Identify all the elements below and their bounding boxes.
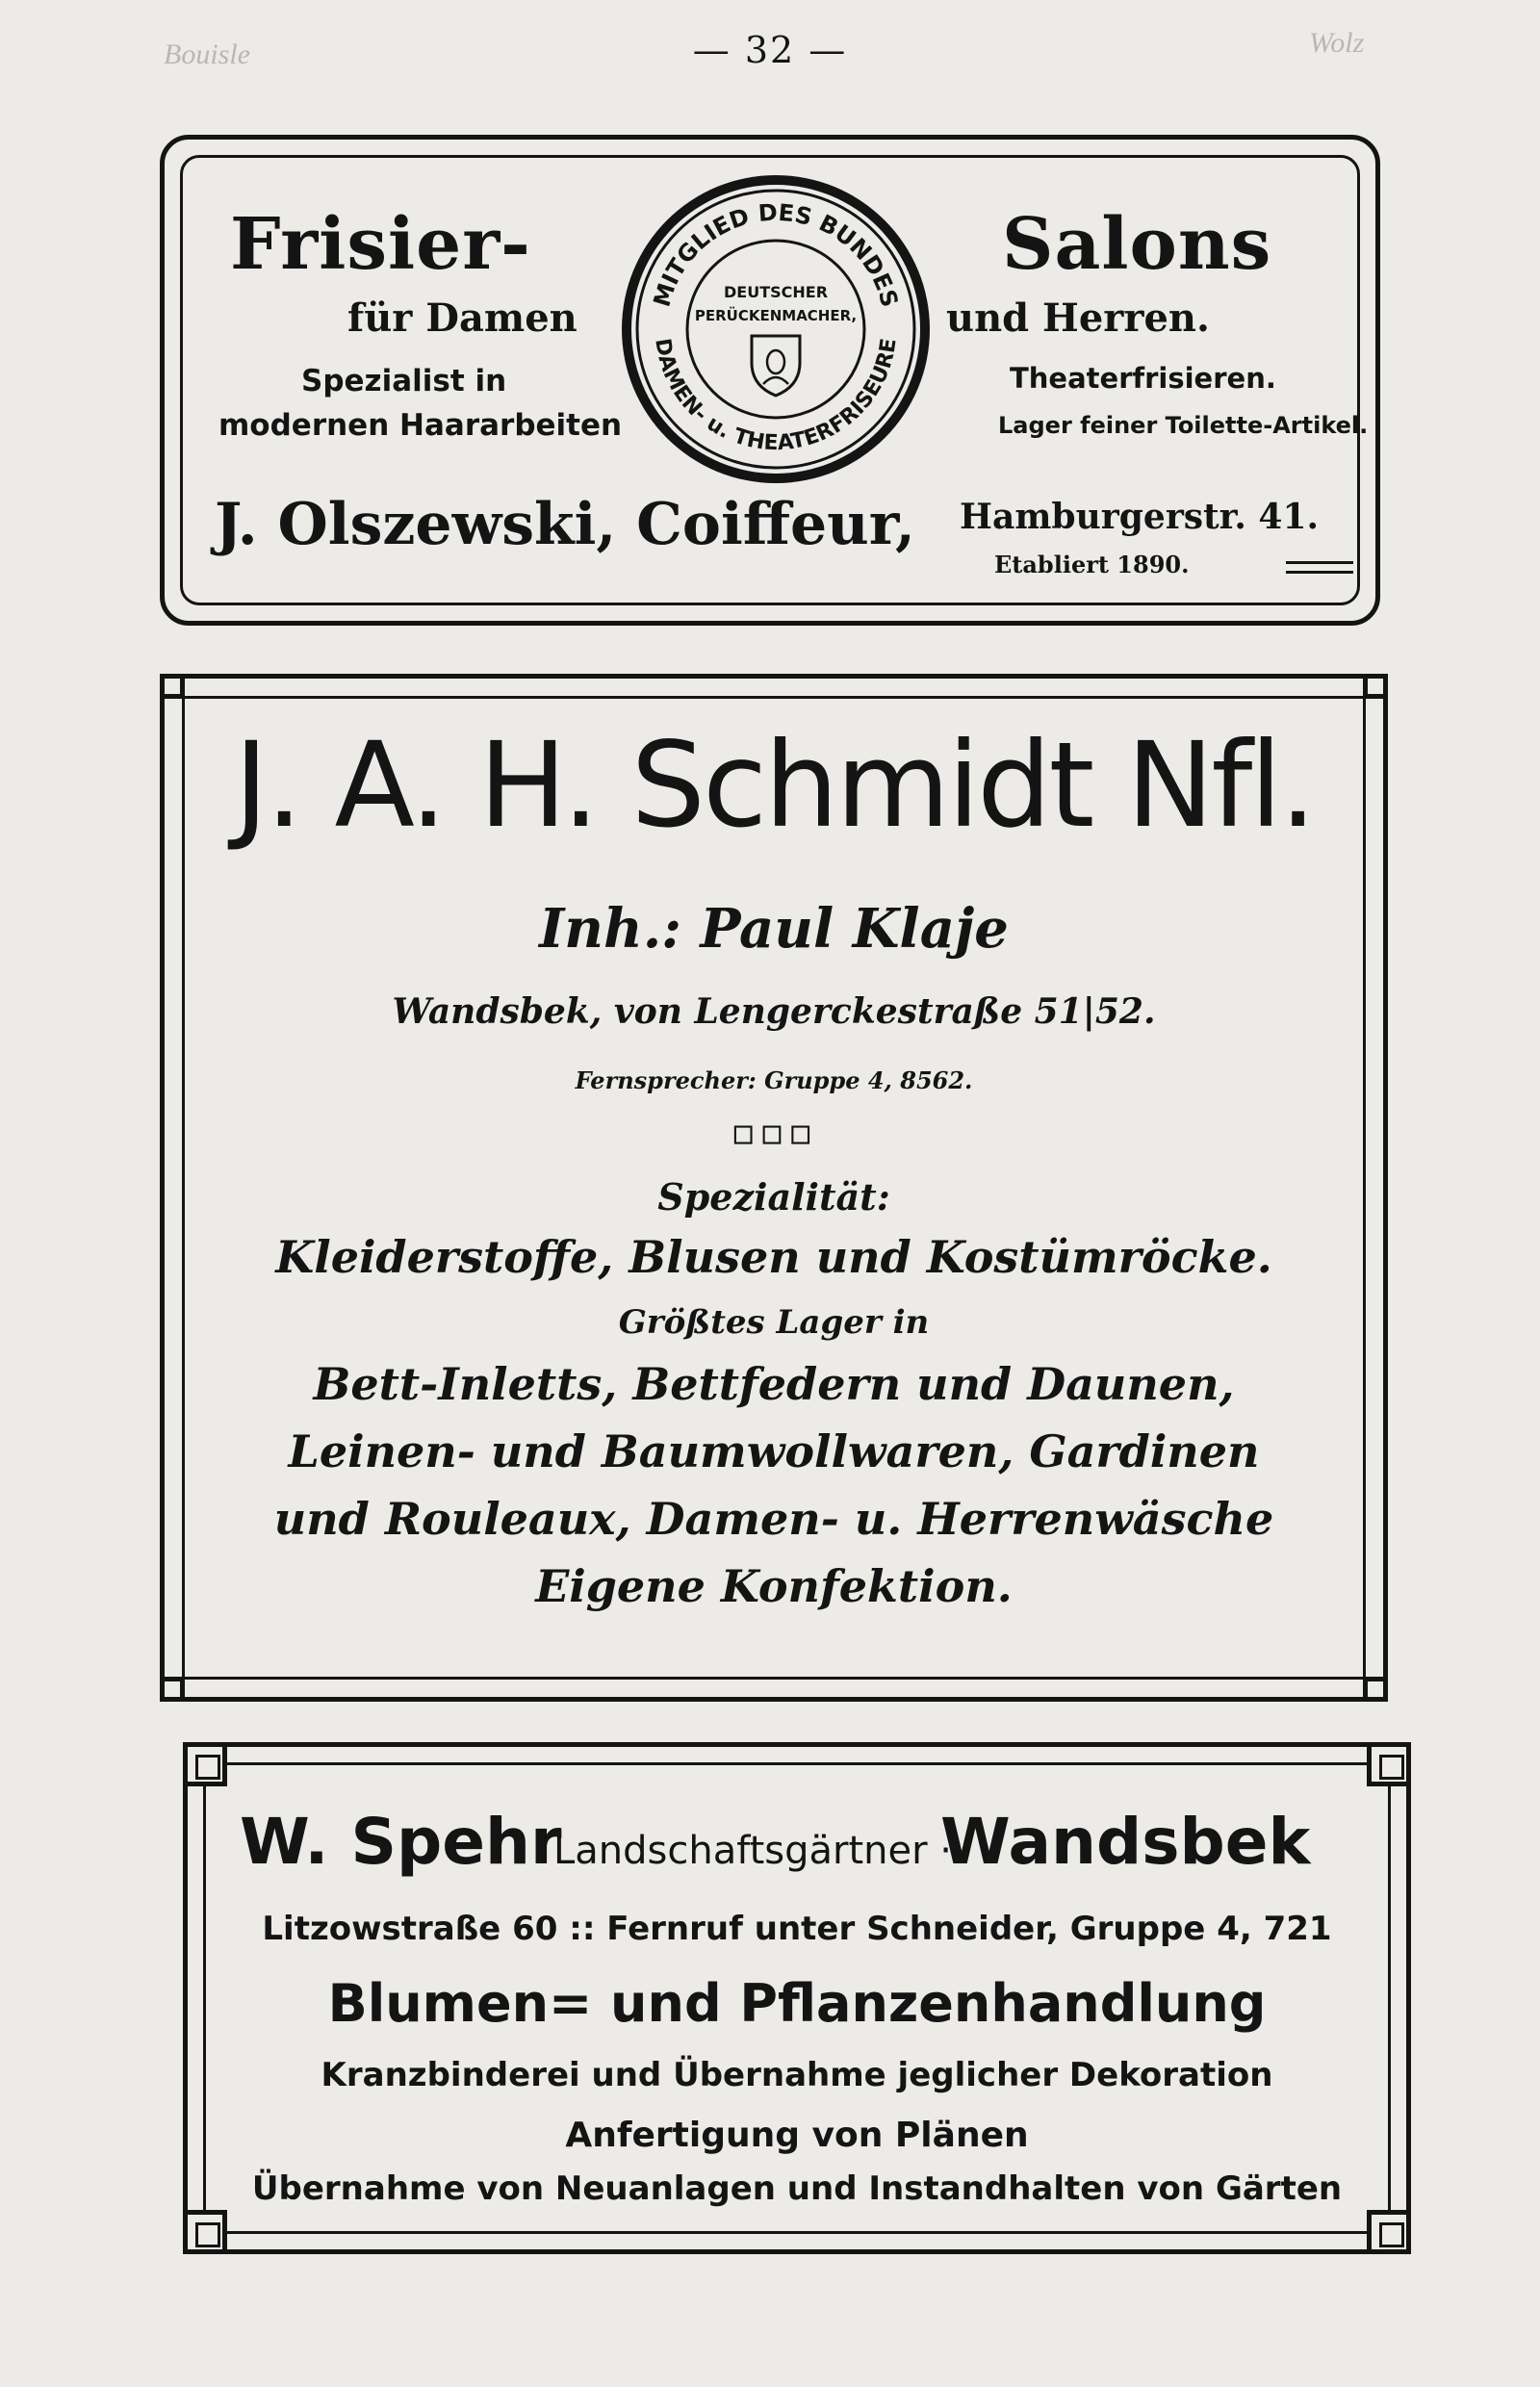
specialist-text: Spezialist in [301,364,507,398]
service-line-3: Übernahme von Neuanlagen und Instandhalten von Gärten [251,2169,1343,2208]
gardener-name: W. Spehr [240,1805,562,1879]
seal-center-line-2: PERÜCKENMACHER, [694,307,858,324]
coiffeur-name: J. Olszewski, Coiffeur, [215,491,915,558]
for-men-text: und Herren. [946,295,1210,341]
address-line: Litzowstraße 60 :: Fernruf unter Schneider, Gruppe 4, 721 [262,1910,1332,1948]
shop-heading: Blumen= und Pflanzenhandlung [327,1973,1267,2034]
show-through-text-left: Bouisle [164,38,250,70]
rule-line [1286,571,1353,574]
largest-stock-label: Größtes Lager in [618,1303,930,1342]
established-text: Etabliert 1890. [994,551,1190,578]
schmidt-advertisement [160,674,1388,1702]
owner-line: Inh.: Paul Klaje [539,897,1009,961]
theater-text: Theaterfrisieren. [1010,362,1276,395]
corner-ornament [1367,2210,1411,2254]
spehr-advertisement [183,1742,1411,2254]
goods-line-1: Bett-Inletts, Bettfedern und Daunen, [313,1358,1235,1410]
corner-ornament [160,1677,185,1702]
street-address: Hamburgerstr. 41. [960,497,1320,537]
corner-ornament [1363,674,1388,699]
hair-work-text: modernen Haararbeiten [218,408,623,443]
goods-line-3: und Rouleaux, Damen- u. Herrenwäsche [273,1493,1274,1545]
frisier-word: Frisier- [230,203,531,286]
coiffeur-advertisement [160,135,1380,626]
corner-ornament [183,2210,227,2254]
salons-word: Salons [1002,203,1272,286]
telephone-line: Fernsprecher: Gruppe 4, 8562. [575,1066,973,1094]
show-through-text-right: Wolz [1309,27,1365,59]
goods-line-2: Leinen- und Baumwollwaren, Gardinen [288,1425,1260,1477]
corner-ornament [183,1742,227,1786]
corner-ornament [1367,1742,1411,1786]
seal-ring-top: MITGLIED DES BUNDES [648,198,904,311]
specialty-goods: Kleiderstoffe, Blusen und Kostümröcke. [275,1231,1272,1283]
decorative-squares-icon: ▫▫▫ [731,1111,817,1153]
page-number: — 32 — [692,29,848,71]
town-name: Wandsbek [940,1805,1311,1879]
firm-name: J. A. H. Schmidt Nfl. [233,717,1315,854]
corner-ornament [160,674,185,699]
seal-center-line-1: DEUTSCHER [723,283,829,301]
seal-ring-bottom: DAMEN- u. THEATERFRISEURE [650,336,902,456]
gardener-role: Landschaftsgärtner · [553,1829,953,1873]
guild-seal-emblem [617,170,935,488]
corner-ornament [1363,1677,1388,1702]
stock-text: Lager feiner Toilette-Artikel. [998,412,1369,439]
goods-line-4: Eigene Konfektion. [535,1560,1013,1612]
service-line-1: Kranzbinderei und Übernahme jeglicher Dekoration [321,2056,1273,2094]
specialty-label: Spezialität: [657,1175,890,1219]
service-line-2: Anfertigung von Plänen [565,2116,1029,2155]
rule-line [1286,561,1353,564]
for-women-text: für Damen [347,295,578,341]
address-line: Wandsbek, von Lengerckestraße 51|52. [392,991,1156,1032]
